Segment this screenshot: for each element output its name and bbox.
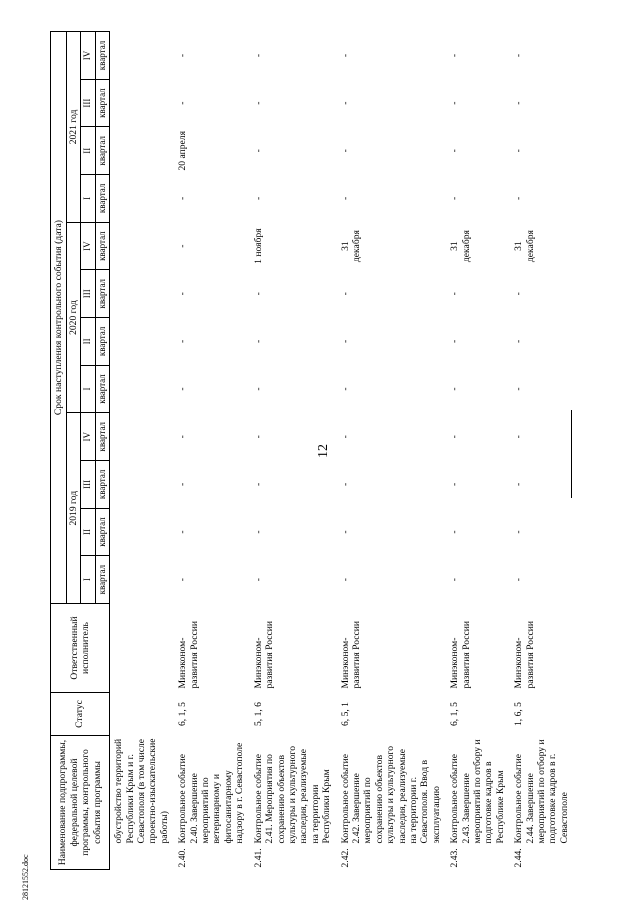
quarter-cell: -: [513, 482, 525, 486]
quarter-cell: [110, 32, 177, 80]
event-name: Контрольное событие 2.40. Завершение мероприятий по ветеринарному и фитосанитарному надзору в г. Севастополе: [177, 742, 246, 844]
header-quarter-label: квартал: [95, 79, 109, 127]
quarter-cell: -: [449, 149, 461, 153]
table-row: [339, 32, 449, 870]
quarter-cell: -: [339, 578, 351, 582]
event-name: Контрольное событие 2.41. Мероприятия по сохранению объектов культуры и культурного наследия, реализуемые на территории Республики Крым: [252, 745, 333, 844]
quarter-cell: -: [449, 101, 461, 105]
event-status: [110, 693, 177, 736]
quarter-cell: -: [339, 53, 351, 58]
header-quarter-number: III: [81, 79, 95, 127]
row-number: 2.40.: [177, 848, 189, 868]
header-year-2019: 2019 год: [67, 413, 81, 604]
quarter-cell: -: [252, 196, 264, 201]
quarter-cell: -: [177, 339, 189, 343]
quarter-cell: -: [449, 387, 461, 391]
table-row: [448, 32, 512, 870]
quarter-cell: -: [177, 578, 189, 582]
responsible-executor: Минэконом-развития России: [339, 620, 362, 689]
quarter-cell: -: [252, 101, 264, 105]
quarter-cell: -: [449, 339, 461, 343]
responsible-executor: [110, 604, 177, 693]
event-name: обустройство территорий Республики Крым и г. Севастополя (в том числе проектно-изыскательские работы): [113, 738, 170, 844]
quarter-cell: [110, 222, 177, 270]
header-name: Наименование подпрограммы, федеральной целевой программы, контрольного события программы: [51, 736, 110, 870]
quarter-cell: -: [339, 387, 351, 391]
quarter-cell: -: [339, 149, 351, 153]
quarter-cell: -: [449, 578, 461, 582]
quarter-cell: [110, 127, 177, 175]
quarter-cell: -: [513, 53, 525, 58]
header-quarter-number: II: [81, 508, 95, 556]
quarter-cell: -: [339, 482, 351, 486]
quarter-cell: -: [513, 339, 525, 343]
quarter-cell: -: [252, 482, 264, 486]
table-row: [176, 32, 251, 870]
header-quarter-number: I: [81, 365, 95, 413]
header-quarter-number: IV: [81, 32, 95, 80]
quarter-cell: -: [449, 292, 461, 296]
row-number: 2.41.: [252, 848, 264, 868]
control-events-table: [50, 31, 576, 870]
header-quarter-number: IV: [81, 413, 95, 461]
event-status: 6, 5, 1: [339, 702, 351, 726]
quarter-cell: -: [339, 530, 351, 534]
quarter-cell: -: [177, 435, 189, 439]
quarter-cell: -: [177, 530, 189, 534]
quarter-cell: 31 декабря: [449, 230, 472, 263]
quarter-cell: -: [449, 530, 461, 534]
header-responsible: Ответственный исполнитель: [51, 604, 110, 693]
quarter-cell: [110, 461, 177, 509]
row-number: 2.43.: [449, 848, 461, 868]
quarter-cell: -: [513, 387, 525, 391]
quarter-cell: -: [252, 530, 264, 534]
responsible-executor: Минэконом-развития России: [252, 620, 276, 689]
table-row: [512, 32, 576, 870]
table-row: [252, 32, 339, 870]
event-name: Контрольное событие 2.42. Завершение мероприятий по сохранению объектов культуры и культурного наследия, реализуемые на территории г. Севастополя. Ввод в эксплуатацию: [339, 745, 442, 844]
quarter-cell: -: [252, 435, 264, 439]
header-quarter-label: квартал: [95, 175, 109, 223]
quarter-cell: [110, 413, 177, 461]
header-quarter-number: I: [81, 175, 95, 223]
header-quarter-label: квартал: [95, 222, 109, 270]
quarter-cell: -: [513, 578, 525, 582]
header-deadline: Срок наступления контрольного события (дата): [51, 32, 67, 604]
quarter-cell: -: [513, 196, 525, 201]
header-year-2021: 2021 год: [67, 32, 81, 223]
quarter-cell: -: [252, 53, 264, 58]
header-quarter-number: II: [81, 127, 95, 175]
quarter-cell: 1 ноября: [252, 228, 264, 264]
quarter-cell: [110, 556, 177, 604]
event-status: 1, 6, 5: [513, 702, 525, 726]
quarter-cell: -: [449, 482, 461, 486]
responsible-executor: Минэконом-развития России: [449, 620, 472, 689]
quarter-cell: -: [339, 292, 351, 296]
rotated-content: [50, 10, 610, 870]
row-number: 2.42.: [339, 848, 351, 868]
event-name: Контрольное событие 2.43. Завершение мероприятий по отбору и подготовке кадров в Республике Крым: [449, 739, 506, 844]
quarter-cell: [110, 270, 177, 318]
quarter-cell: -: [252, 149, 264, 153]
quarter-cell: -: [177, 101, 189, 105]
quarter-cell: [110, 508, 177, 556]
quarter-cell: 31 декабря: [513, 230, 536, 263]
event-status: 6, 1, 5: [177, 702, 189, 726]
header-quarter-label: квартал: [95, 270, 109, 318]
quarter-cell: -: [177, 196, 189, 201]
event-name: Контрольное событие 2.44. Завершение мероприятий по отбору и подготовке кадров в г. Севастополе: [513, 739, 570, 844]
event-status: 5, 1, 6: [252, 702, 264, 726]
quarter-cell: -: [177, 292, 189, 296]
quarter-cell: -: [252, 292, 264, 296]
quarter-cell: -: [339, 339, 351, 343]
quarter-cell: -: [513, 101, 525, 105]
quarter-cell: -: [449, 196, 461, 201]
quarter-cell: -: [177, 53, 189, 58]
quarter-cell: 31 декабря: [339, 230, 362, 263]
header-quarter-number: III: [81, 270, 95, 318]
header-quarter-label: квартал: [95, 318, 109, 366]
quarter-cell: -: [449, 53, 461, 58]
quarter-cell: 20 апреля: [177, 131, 189, 171]
quarter-cell: -: [513, 149, 525, 153]
header-quarter-number: I: [81, 556, 95, 604]
quarter-cell: -: [513, 435, 525, 439]
quarter-cell: -: [513, 292, 525, 296]
quarter-cell: -: [177, 387, 189, 391]
table-row: [110, 32, 177, 870]
page-number: 12: [316, 444, 331, 458]
quarter-cell: [110, 79, 177, 127]
quarter-cell: -: [339, 435, 351, 439]
header-quarter-label: квартал: [95, 461, 109, 509]
header-quarter-label: квартал: [95, 365, 109, 413]
quarter-cell: [110, 318, 177, 366]
quarter-cell: -: [177, 244, 189, 248]
quarter-cell: -: [252, 387, 264, 391]
quarter-cell: -: [177, 482, 189, 486]
header-quarter-number: II: [81, 318, 95, 366]
row-number: 2.44.: [513, 848, 525, 868]
quarter-cell: -: [339, 196, 351, 201]
quarter-cell: -: [513, 530, 525, 534]
header-quarter-label: квартал: [95, 413, 109, 461]
header-quarter-label: квартал: [95, 556, 109, 604]
quarter-cell: -: [339, 101, 351, 105]
quarter-cell: -: [449, 435, 461, 439]
quarter-cell: [110, 365, 177, 413]
event-status: 6, 1, 5: [449, 702, 461, 726]
header-status: Статус: [51, 693, 110, 736]
quarter-cell: -: [252, 339, 264, 343]
header-quarter-label: квартал: [95, 32, 109, 80]
header-quarter-label: квартал: [95, 508, 109, 556]
header-year-2020: 2020 год: [67, 222, 81, 413]
header-quarter-number: IV: [81, 222, 95, 270]
responsible-executor: Минэконом-развития России: [513, 620, 536, 689]
responsible-executor: Минэконом-развития России: [177, 620, 200, 689]
header-quarter-label: квартал: [95, 127, 109, 175]
document-code: 28121552.doc: [21, 854, 30, 900]
quarter-cell: -: [252, 578, 264, 582]
quarter-cell: [110, 175, 177, 223]
row-number: [110, 848, 177, 870]
header-quarter-number: III: [81, 461, 95, 509]
